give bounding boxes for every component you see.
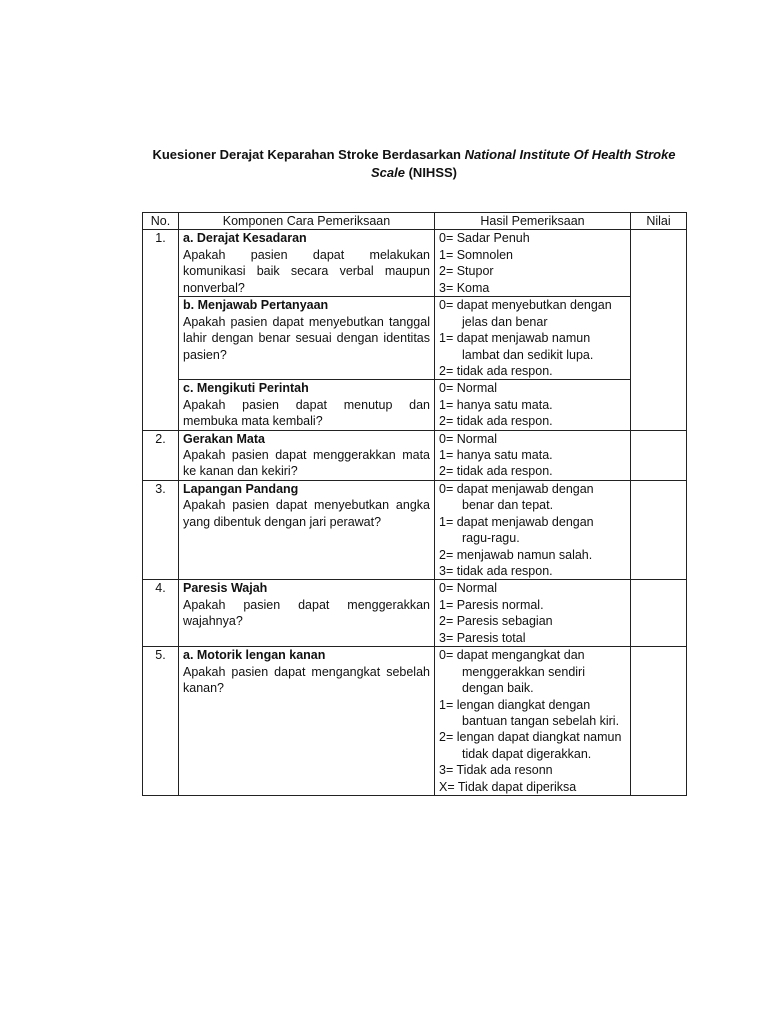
component-cell: [179, 230, 435, 430]
item-question: Apakah pasien dapat menutup dan membuka mata kembali?: [183, 397, 430, 429]
result-option: 0= dapat menjawab dengan benar dan tepat.: [439, 481, 594, 513]
result-cell: [435, 647, 631, 796]
table-row: [143, 480, 687, 579]
item-question: Apakah pasien dapat menyebutkan angka yang dibentuk dengan jari perawat?: [183, 498, 430, 529]
score-cell[interactable]: [631, 580, 687, 647]
nihss-table: [142, 212, 687, 796]
header-score: Nilai: [631, 213, 687, 230]
item-question: Apakah pasien dapat menggerakkan wajahnya?: [183, 597, 430, 629]
result-option: 1= hanya satu mata.: [439, 448, 553, 463]
result-option: 2= Stupor: [439, 264, 494, 279]
component-block: [179, 230, 434, 296]
result-option: 1= Somnolen: [439, 247, 514, 262]
result-option: 0= Normal: [439, 381, 498, 396]
result-option: 2= menjawab namun salah.: [439, 547, 593, 562]
header-component: Komponen Cara Pemeriksaan: [179, 213, 435, 230]
score-cell[interactable]: [631, 230, 687, 430]
table-body: [143, 230, 687, 796]
result-options: [435, 647, 630, 795]
item-question: Apakah pasien dapat mengangkat sebelah kanan?: [183, 664, 430, 696]
result-option: 3= tidak ada respon.: [439, 563, 553, 578]
result-option: 3= Koma: [439, 280, 490, 295]
result-option: 1= dapat menjawab dengan ragu-ragu.: [439, 514, 594, 546]
result-cell: [435, 580, 631, 647]
component-cell: [179, 430, 435, 480]
table-row: [143, 580, 687, 647]
score-cell[interactable]: [631, 430, 687, 480]
item-title: Lapangan Pandang: [183, 481, 299, 496]
item-title: b. Menjawab Pertanyaan: [183, 298, 329, 313]
result-option: 0= Normal: [439, 431, 498, 446]
title-text: Kuesioner Derajat Keparahan Stroke Berdasarkan: [152, 147, 465, 162]
item-title: Gerakan Mata: [183, 431, 265, 446]
result-option: X= Tidak dapat diperiksa: [439, 779, 577, 794]
row-number: 5.: [143, 647, 179, 796]
result-cell: [435, 430, 631, 480]
result-cell: [435, 480, 631, 579]
result-cell: [435, 230, 631, 430]
result-option: 2= Paresis sebagian: [439, 614, 553, 629]
item-question: Apakah pasien dapat melakukan komunikasi baik secara verbal maupun nonverbal?: [183, 247, 430, 295]
result-option: 2= lengan dapat diangkat namun tidak dapat digerakkan.: [439, 730, 622, 761]
score-cell[interactable]: [631, 480, 687, 579]
component-block: [179, 431, 434, 480]
result-option: 1= dapat menjawab namun lambat dan sedikit lupa.: [439, 331, 594, 362]
result-option: 1= lengan diangkat dengan bantuan tangan sebelah kiri.: [439, 697, 620, 728]
table-row: [143, 430, 687, 480]
header-result: Hasil Pemeriksaan: [435, 213, 631, 230]
item-question: Apakah pasien dapat menyebutkan tanggal lahir dengan benar sesuai dengan identitas pasien?: [183, 314, 430, 362]
item-title: Paresis Wajah: [183, 581, 268, 596]
table-row: [143, 230, 687, 430]
component-block: [179, 296, 434, 379]
result-options: [435, 481, 630, 579]
component-cell: [179, 580, 435, 647]
component-block: [179, 580, 434, 646]
table-row: [143, 647, 687, 796]
title-italic: National Institute Of Health Stroke Scale: [371, 147, 676, 180]
row-number: 3.: [143, 480, 179, 579]
title-suffix: (NIHSS): [404, 165, 457, 180]
row-number: 4.: [143, 580, 179, 647]
result-option: 3= Tidak ada resonn: [439, 763, 553, 778]
result-options: [435, 431, 630, 480]
result-option: 0= dapat mengangkat dan menggerakkan sendiri dengan baik.: [439, 648, 585, 696]
result-options: [435, 230, 630, 296]
row-number: 2.: [143, 430, 179, 480]
result-options: [435, 580, 630, 646]
document-title: [142, 146, 686, 182]
result-option: 1= Paresis normal.: [439, 597, 544, 612]
item-title: a. Derajat Kesadaran: [183, 231, 307, 246]
item-title: c. Mengikuti Perintah: [183, 381, 309, 396]
result-option: 2= tidak ada respon.: [439, 364, 553, 379]
result-option: 0= Sadar Penuh: [439, 231, 530, 246]
component-block: [179, 481, 434, 579]
result-option: 2= tidak ada respon.: [439, 464, 553, 479]
component-block: [179, 379, 434, 429]
result-option: 3= Paresis total: [439, 630, 526, 645]
result-option: 2= tidak ada respon.: [439, 414, 553, 429]
result-option: 0= Normal: [439, 581, 498, 596]
result-option: 0= dapat menyebutkan dengan jelas dan benar: [439, 298, 612, 329]
result-options: [435, 296, 630, 379]
component-cell: [179, 647, 435, 796]
result-options: [435, 379, 630, 429]
item-title: a. Motorik lengan kanan: [183, 648, 326, 663]
row-number: 1.: [143, 230, 179, 430]
component-cell: [179, 480, 435, 579]
item-question: Apakah pasien dapat menggerakkan mata ke kanan dan kekiri?: [183, 448, 430, 479]
header-row: [143, 213, 687, 230]
result-option: 1= hanya satu mata.: [439, 397, 553, 412]
component-block: [179, 647, 434, 795]
header-no: No.: [143, 213, 179, 230]
score-cell[interactable]: [631, 647, 687, 796]
